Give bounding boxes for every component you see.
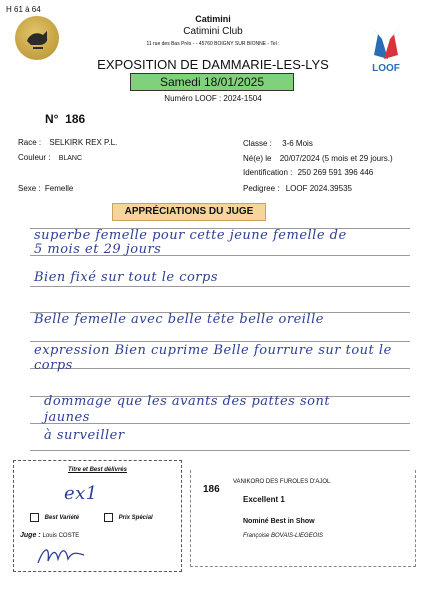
ne-value: 20/07/2024 (5 mois et 29 jours.) xyxy=(279,154,393,163)
juge-label: Juge : xyxy=(20,532,41,539)
ne-row xyxy=(243,154,393,163)
ident-label: Identification : xyxy=(243,168,293,177)
handwritten-comment: jaunes xyxy=(44,410,90,425)
sexe-value: Femelle xyxy=(44,184,74,193)
handwritten-comment: Bien fixé sur tout le corps xyxy=(34,270,219,285)
appreciations-title: APPRÉCIATIONS DU JUGE xyxy=(112,203,266,221)
result-owner: Françoise BOVAIS-LIEGEOIS xyxy=(243,533,324,539)
result-grade: Excellent 1 xyxy=(243,495,285,504)
club-sub: Catimini Club xyxy=(183,26,243,37)
classe-row xyxy=(243,139,313,148)
best-variete-label: Best Variété xyxy=(44,515,80,522)
race-label: Race : xyxy=(18,138,42,147)
entry-number-value: 186 xyxy=(65,112,86,126)
exhibition-title: EXPOSITION DE DAMMARIE-LES-LYS xyxy=(97,57,329,72)
couleur-label: Couleur : xyxy=(18,153,51,162)
race-value: SELKIRK REX P.L. xyxy=(49,138,118,147)
prix-special-checkbox[interactable] xyxy=(104,513,113,522)
entry-number-label: N° xyxy=(45,112,59,126)
handwritten-comment: 5 mois et 29 jours xyxy=(34,242,162,257)
handwritten-comment: superbe femelle pour cette jeune femelle de xyxy=(34,228,347,243)
handwritten-comment: à surveiller xyxy=(44,428,125,443)
best-variete-row[interactable] xyxy=(30,513,79,522)
juge-row xyxy=(20,532,79,539)
handwritten-comment: expression Bien cuprime Belle fourrure sur tout le xyxy=(34,343,392,358)
couleur-value: BLANC xyxy=(58,155,83,162)
loof-cat-heads-icon xyxy=(364,19,408,63)
titles-heading: Titre et Best délivrés xyxy=(68,467,127,473)
couleur-row xyxy=(18,153,82,162)
loof-logo-text: LOOF xyxy=(372,63,400,74)
juge-value: Louis COSTE xyxy=(42,533,80,539)
corner-code: H 61 à 64 xyxy=(6,5,41,14)
loof-number: Numéro LOOF : 2024-1504 xyxy=(164,94,262,103)
ruled-line xyxy=(30,341,410,342)
result-box xyxy=(190,470,416,567)
best-variete-checkbox[interactable] xyxy=(30,513,39,522)
handwritten-comment: dommage que les avants des pattes sont xyxy=(44,394,331,409)
handwritten-title: ex1 xyxy=(64,483,98,504)
result-nomination: Nominé Best in Show xyxy=(243,518,315,525)
handwritten-comment: Belle femelle avec belle tête belle oreille xyxy=(34,312,324,327)
exhibition-date: Samedi 18/01/2025 xyxy=(130,73,294,91)
handwritten-comment: corps xyxy=(34,358,73,373)
ne-label: Né(e) le xyxy=(243,154,272,163)
judge-signature xyxy=(34,541,94,567)
sexe-row xyxy=(18,184,73,193)
pedigree-label: Pedigree : xyxy=(243,184,280,193)
entry-number xyxy=(45,112,85,126)
race-row xyxy=(18,138,117,147)
pedigree-value: LOOF 2024.39535 xyxy=(285,184,352,193)
titles-box xyxy=(13,460,182,572)
club-name: Catimini xyxy=(195,14,231,24)
club-address: 11 rue des Bas Prés - - 45760 BOIGNY SUR BIONNE - Tel : xyxy=(146,41,280,47)
ident-row xyxy=(243,168,373,177)
ruled-line xyxy=(30,450,410,451)
ruled-line xyxy=(30,286,410,287)
classe-value: 3-6 Mois xyxy=(282,139,313,148)
prix-special-row[interactable] xyxy=(104,513,153,522)
pedigree-row xyxy=(243,184,352,193)
ident-value: 250 269 591 396 446 xyxy=(297,168,374,177)
result-number: 186 xyxy=(203,484,220,495)
result-cattery: VANIKORO DES FUROLES D'AJOL xyxy=(233,479,331,485)
sexe-label: Sexe : xyxy=(18,184,41,193)
prix-special-label: Prix Spécial xyxy=(118,515,153,522)
loof-logo xyxy=(364,19,408,63)
classe-label: Classe : xyxy=(243,139,272,148)
ruled-line xyxy=(30,368,410,369)
